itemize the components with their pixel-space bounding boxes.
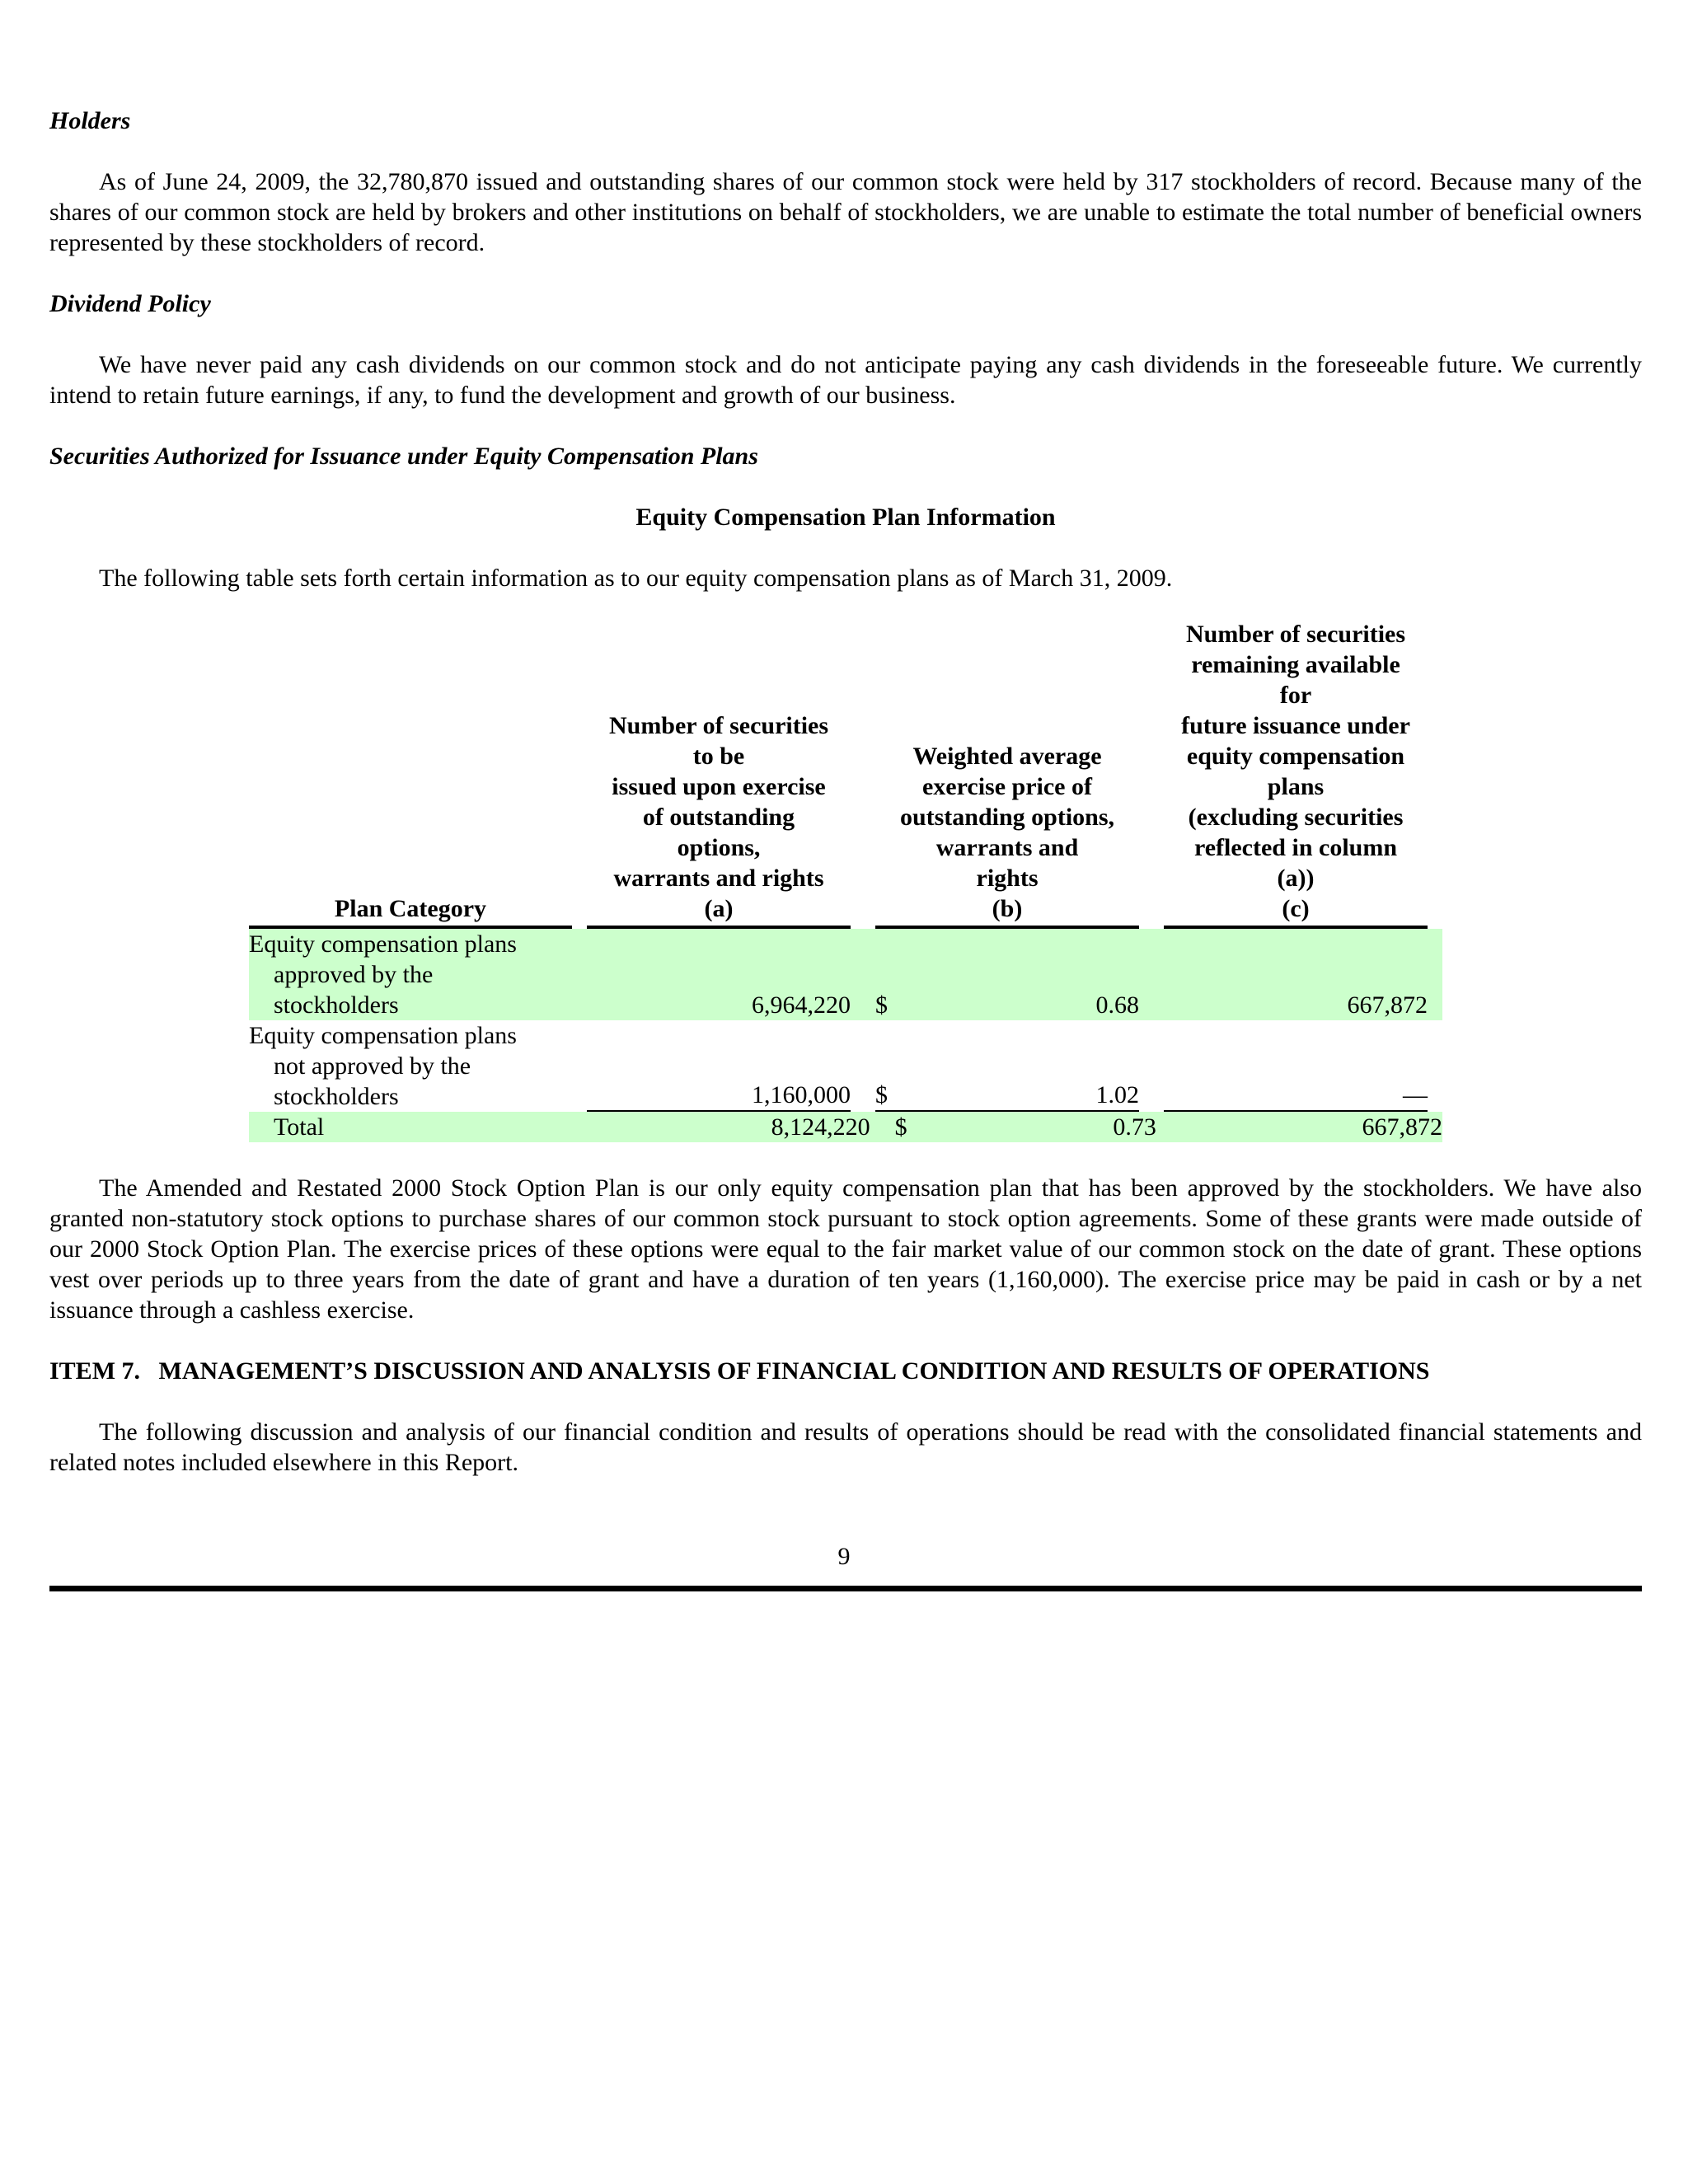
header-col-c-line: (a)) bbox=[1277, 865, 1315, 892]
table-header-row bbox=[249, 621, 1442, 929]
total-category: Total bbox=[274, 1113, 325, 1141]
header-col-c-line: future issuance under bbox=[1181, 712, 1410, 739]
header-col-b-line: exercise price of bbox=[921, 773, 1092, 800]
table-row bbox=[249, 1020, 1442, 1112]
header-col-a-line: to be bbox=[692, 743, 745, 770]
header-col-b-line: (b) bbox=[992, 895, 1023, 922]
header-col-b-line: warrants and bbox=[935, 834, 1079, 861]
row-value-b bbox=[875, 1080, 1139, 1112]
currency-symbol: $ bbox=[894, 1113, 907, 1141]
equity-compensation-table bbox=[249, 621, 1442, 1142]
holders-paragraph: As of June 24, 2009, the 32,780,870 issued and outstanding shares of our common stock were held by 317 stockholders of record. Because many of the shares of our common stock are held by brokers and other institutions on behalf of stockholders, we are unable to estimate the total number of beneficial owners represented by these stockholders of record. bbox=[49, 168, 1642, 256]
row-value-b bbox=[875, 990, 1139, 1020]
header-col-c bbox=[1164, 619, 1428, 929]
total-value-b bbox=[895, 1112, 1156, 1142]
total-value-c: 667,872 bbox=[1362, 1113, 1442, 1141]
header-col-a-line: warrants and rights bbox=[613, 865, 824, 892]
row-value-b-amount: 1.02 bbox=[1095, 1081, 1139, 1108]
currency-symbol: $ bbox=[875, 991, 888, 1019]
header-col-b-line: rights bbox=[976, 865, 1039, 892]
header-col-c-line: for bbox=[1279, 682, 1312, 709]
dividend-paragraph: We have never paid any cash dividends on our common stock and do not anticipate paying any cash dividends in the foreseeable future. We currently intend to retain future earnings, if any, to fund the development and growth of our business. bbox=[49, 351, 1642, 409]
currency-symbol: $ bbox=[875, 1081, 888, 1108]
header-col-c-line: plans bbox=[1267, 773, 1325, 800]
page-number: 9 bbox=[837, 1543, 851, 1570]
header-plan-category: Plan Category bbox=[249, 893, 572, 929]
header-col-c-line: Number of securities bbox=[1185, 621, 1406, 648]
row-value-c: 667,872 bbox=[1347, 991, 1428, 1019]
item7-heading: ITEM 7. MANAGEMENT’S DISCUSSION AND ANALYSIS OF FINANCIAL CONDITION AND RESULTS OF OPERATIONS bbox=[49, 1357, 1430, 1385]
row-category-line: stockholders bbox=[274, 991, 399, 1019]
header-col-a-line: (a) bbox=[704, 895, 734, 922]
table-intro: The following table sets forth certain information as to our equity compensation plans as of March 31, 2009. bbox=[99, 565, 1173, 592]
header-col-a-line: options, bbox=[677, 834, 761, 861]
document-page bbox=[49, 105, 1642, 1478]
table-title: Equity Compensation Plan Information bbox=[635, 504, 1056, 531]
row-value-c: — bbox=[1164, 1080, 1428, 1112]
table-total-row bbox=[249, 1112, 1442, 1142]
header-col-c-line: (excluding securities bbox=[1188, 804, 1404, 831]
item7-paragraph: The following discussion and analysis of our financial condition and results of operations should be read with the consolidated financial statements and related notes included elsewhere in this Report. bbox=[49, 1418, 1642, 1476]
header-col-c-line: remaining available bbox=[1191, 651, 1400, 678]
header-col-a-line: Number of securities bbox=[608, 712, 829, 739]
header-col-b-line: Weighted average bbox=[912, 743, 1102, 770]
header-col-c-line: equity compensation bbox=[1186, 743, 1405, 770]
header-col-c-line: reflected in column bbox=[1193, 834, 1398, 861]
header-col-a bbox=[587, 710, 851, 929]
total-value-a: 8,124,220 bbox=[771, 1113, 870, 1141]
header-col-b bbox=[875, 741, 1139, 929]
header-col-a-line: issued upon exercise bbox=[612, 773, 826, 800]
row-category bbox=[249, 929, 572, 1020]
row-value-a: 6,964,220 bbox=[752, 991, 851, 1019]
row-value-a: 1,160,000 bbox=[587, 1080, 851, 1112]
row-category-line: Equity compensation plans bbox=[249, 1022, 517, 1049]
plan-description-paragraph: The Amended and Restated 2000 Stock Option Plan is our only equity compensation plan that has been approved by the stockholders. We have also granted non-statutory stock options to purchase shares of our common stock pursuant to stock option agreements. Some of these grants were made outside of our 2000 Stock Option Plan. The exercise prices of these options were equal to the fair market value of our common stock on the date of grant. These options vest over periods up to three years from the date of grant and have a duration of ten years (1,160,000). The exercise price may be paid in cash or by a net issuance through a cashless exercise. bbox=[49, 1174, 1642, 1324]
header-col-c-line: (c) bbox=[1282, 895, 1310, 922]
page-bottom-rule bbox=[49, 1586, 1642, 1591]
row-value-b-amount: 0.68 bbox=[1095, 991, 1139, 1019]
row-category-line: Equity compensation plans bbox=[249, 930, 517, 958]
header-col-b-line: outstanding options, bbox=[899, 804, 1115, 831]
total-value-b-amount: 0.73 bbox=[1113, 1113, 1156, 1141]
row-category-line: approved by the bbox=[274, 961, 434, 988]
row-category-line: stockholders bbox=[274, 1083, 399, 1110]
header-col-a-line: of outstanding bbox=[642, 804, 795, 831]
holders-heading: Holders bbox=[49, 107, 131, 134]
row-category bbox=[249, 1020, 572, 1112]
securities-heading: Securities Authorized for Issuance under Equity Compensation Plans bbox=[49, 443, 758, 470]
table-row bbox=[249, 929, 1442, 1020]
dividend-heading: Dividend Policy bbox=[49, 290, 211, 317]
row-category-line: not approved by the bbox=[274, 1052, 471, 1080]
